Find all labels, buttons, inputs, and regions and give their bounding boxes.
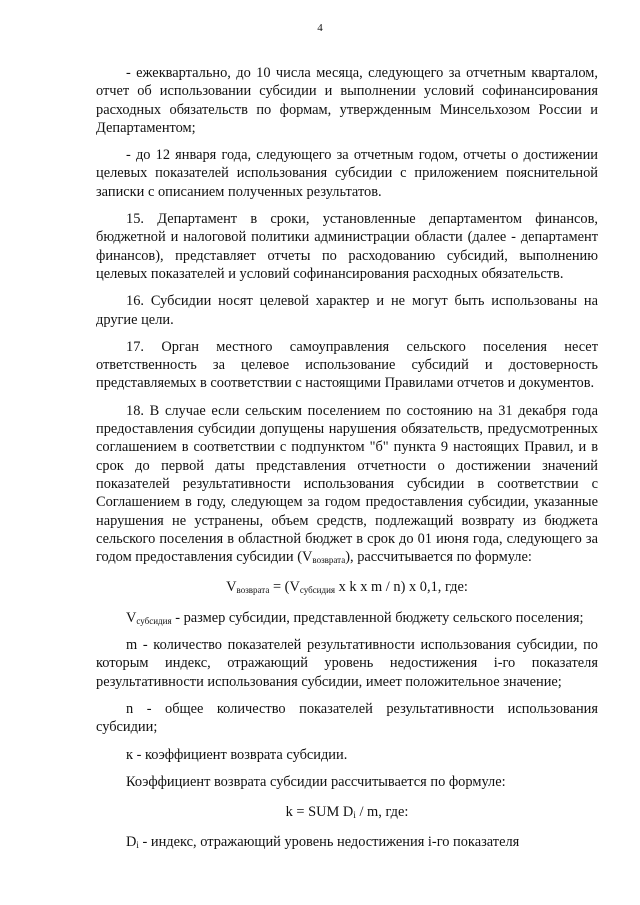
paragraph-15: 15. Департамент в сроки, установленные департаментом финансов, бюджетной и налоговой политики администрации области (далее - департамент финансов), представляет отчеты по расходованию субсидий, выполнению целевых показателей и условий софинансирования расходных обязательств. <box>96 211 598 282</box>
formula-mid-subscript: субсидия <box>299 585 336 596</box>
paragraph-16: 16. Субсидии носят целевой характер и не могут быть использованы на другие цели. <box>96 293 598 328</box>
formula-return-volume: $V_{возврата} = (V_{субсидия}$ x k x m / n) x 0,1, где: <box>226 579 468 596</box>
paragraph-18 <box>96 402 598 567</box>
formula-return-coefficient <box>96 803 598 821</box>
formula2-subscript: i <box>353 810 356 821</box>
v-subsidy-text: - размер субсидии, представленной бюджету сельского поселения; <box>171 609 584 626</box>
definition-m: m - количество показателей результативности использования субсидии, по которым индекс, отражающий уровень недостижения i-го показателя результативности использования субсидии, имеет положительное значение; <box>96 637 598 690</box>
definition-n: n - общее количество показателей результативности использования субсидии; <box>96 700 598 736</box>
paragraph-k-formula-intro: Коэффициент возврата субсидии рассчитывается по формуле: <box>126 773 506 790</box>
formula-rest: x k x m / n) x 0,1, где: <box>335 579 468 596</box>
paragraph-18-text: 18. В случае если сельским поселением по состоянию на 31 декабря года предоставления субсидии допущены нарушения обязательств, предусмотренных соглашением в соответствии с подпунктом "б" пункта 9 настоящих Правил, и в срок до первой даты представления отчетности о достижении значений показателей результативности использования субсидии в соответствии с Соглашением в году, следующем за годом предоставления субсидии, указанные нарушения не устранены, объем средств, подлежащий возврату из бюджета сельского поселения в областной бюджет в срок до 01 июня года, следующего за годом предоставления субсидии (V <box>96 402 598 566</box>
v-return-subscript: возврата <box>312 555 346 566</box>
document-body <box>96 64 598 861</box>
formula-mid: = (V <box>269 579 300 596</box>
formula-lhs-subscript: возврата <box>236 585 270 596</box>
d-subscript: i <box>136 840 139 851</box>
definition-d: $D_i$ - индекс, отражающий уровень недостижения i-го показателя <box>126 834 520 851</box>
paragraph-annual-report: - до 12 января года, следующего за отчетным годом, отчеты о достижении целевых показателей использования субсидии с приложением пояснительной записки с описанием полученных результатов. <box>96 147 598 200</box>
paragraph-quarterly-report: - ежеквартально, до 10 числа месяца, следующего за отчетным кварталом, отчет об использовании субсидии и выполнении условий софинансирования расходных обязательств по формам, утвержденным Минсельхозом России и Департаментом; <box>96 65 598 136</box>
v-subsidy-subscript: субсидия <box>136 615 172 626</box>
page-number: 4 <box>317 22 323 34</box>
paragraph-18-tail: ), рассчитывается по формуле: <box>345 549 532 566</box>
formula2-suffix: / m, где: <box>355 804 409 821</box>
formula2-prefix: k = SUM D <box>285 804 354 821</box>
d-text: - индекс, отражающий уровень недостижения i-го показателя <box>138 834 520 851</box>
definition-v-subsidy: $V_{субсидия}$ - размер субсидии, представленной бюджету сельского поселения; <box>126 609 584 626</box>
paragraph-17: 17. Орган местного самоуправления сельского поселения несет ответственность за целевое использование субсидий и достоверность представляемых в соответствии с настоящими Правилами отчетов и документов. <box>96 338 598 392</box>
definition-k: к - коэффициент возврата субсидии. <box>126 746 348 763</box>
